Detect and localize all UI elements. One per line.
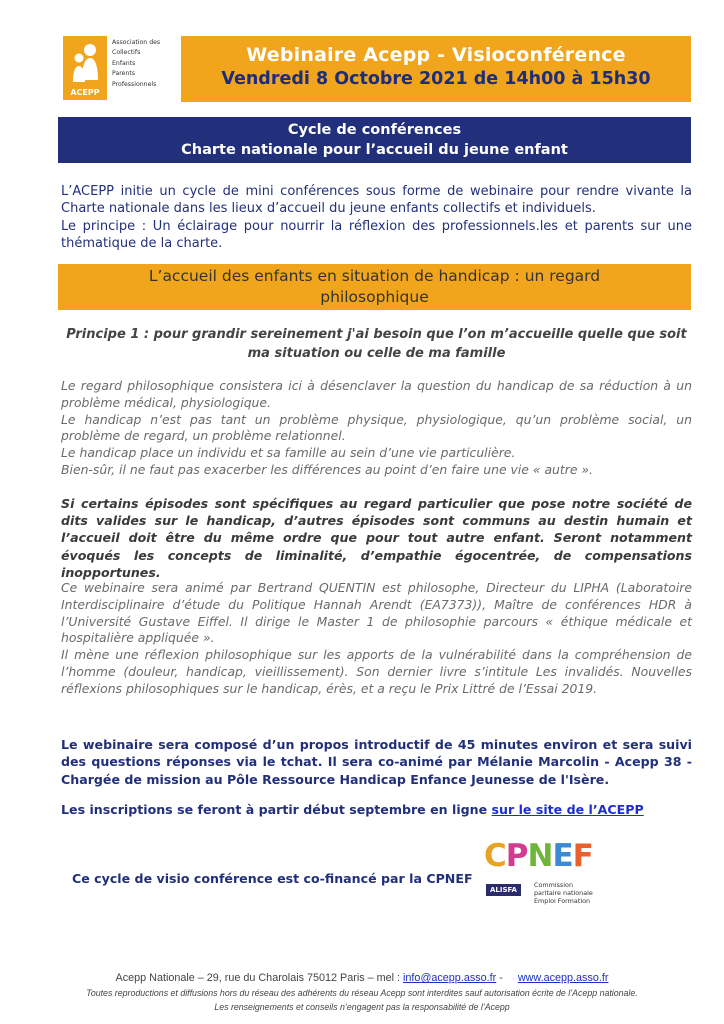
logo-line: Enfants (112, 59, 136, 67)
cpnef-letter: F (572, 838, 593, 874)
body-line: Le handicap n’est pas tant un problème physique, physiologique, qu’un problème social, un problème de regard, un problème relationnel. (61, 411, 692, 444)
cpnef-logo (484, 838, 614, 910)
cpnef-letter: E (552, 838, 573, 874)
body-line: Le regard philosophique consistera ici à désenclaver la question du handicap de sa réduction à un problème médical, physiologique. (61, 378, 692, 410)
cycle-band (58, 117, 691, 163)
intro-paragraph: L’ACEPP initie un cycle de mini conférences sous forme de webinaire pour rendre vivante la Charte nationale dans les lieux d’accueil du jeune enfants collectifs et individuels. (61, 184, 692, 217)
acepp-logo-mark (63, 36, 107, 100)
logo-line: Association des (112, 39, 161, 46)
intro-text (61, 183, 692, 253)
speaker-bio: Ce webinaire sera animé par Bertrand QUENTIN est philosophe, Directeur du LIPHA (Laboratoire Interdisciplinaire d’étude du Politique Hannah Arendt (EA7373)), Maître de conférences HDR à l’Université Gustave Eiffel. Il dirige le Master 1 de philosophie parcours « éthique médicale et hospitalière appliquée ». (61, 580, 692, 646)
logo-line: Collectifs (112, 49, 141, 57)
cpnef-letter: P (505, 838, 528, 874)
cycle-subtitle: Charte nationale pour l’accueil du jeune enfant (181, 142, 568, 158)
alisfa-badge: ALISFA (486, 884, 521, 896)
event-date: Vendredi 8 Octobre 2021 de 14h00 à 15h30 (221, 69, 651, 89)
footer-copyright: Toutes reproductions et diffusions hors du réseau des adhérents du réseau Acepp sont interdites sauf autorisation écrite de l’Acepp nationale. (86, 988, 638, 998)
family-silhouette-icon (63, 36, 107, 86)
cpnef-letter: N (527, 838, 553, 874)
philosophy-paragraph (61, 378, 692, 479)
body-line: Le handicap place un individu et sa famille au sein d’une vie particulière. (61, 445, 516, 461)
speaker-research: Il mène une réflexion philosophique sur les apports de la vulnérabilité dans la compréhension de l’homme (douleur, handicap, vieillissement). Son dernier livre s’intitule Les invalidés. Nouvelles réflexions philosophiques sur le handicap, érès, et a reçu le Prix Littré de l’Essai 2019. (61, 647, 692, 696)
acepp-site-link[interactable]: sur le site de l’ACEPP (491, 802, 644, 817)
acepp-logo (63, 36, 173, 100)
cycle-title: Cycle de conférences (287, 122, 462, 138)
cofinance-text: Ce cycle de visio conférence est co-financé par la CPNEF (72, 871, 473, 886)
cpnef-desc-line: paritaire nationale (534, 889, 593, 897)
intro-principle: Le principe : Un éclairage pour nourrir la réflexion des professionnels.les et parents sur une thématique de la charte. (61, 218, 692, 252)
footer-separator: - (496, 972, 518, 984)
logo-word: ACEPP (70, 88, 100, 97)
footer-website-link[interactable]: www.acepp.asso.fr (517, 972, 609, 984)
page-title: Webinaire Acepp - Visioconférence (246, 44, 626, 66)
logo-line: Professionnels (112, 80, 157, 88)
footer-address-text: Acepp Nationale – 29, rue du Charolais 75012 Paris – mel : (115, 972, 404, 984)
episodes-paragraph: Si certains épisodes sont spécifiques au regard particulier que pose notre société de dits valides sur le handicap, d’autres épisodes sont communs au destin humain et l’accueil doit être du même ordre que pour tout autre enfant. Seront notamment évoqués les concepts de liminalité, d’empathie égocentrée, de compensations inopportunes. (61, 496, 692, 580)
cpnef-wordmark (484, 838, 593, 874)
header-band (181, 36, 691, 102)
theme-band: L’accueil des enfants en situation de handicap : un regard philosophique (58, 264, 691, 310)
principle-heading: Principe 1 : pour grandir sereinement j'ai besoin que l’on m’accueille quelle que soit ma situation ou celle de ma famille (66, 327, 687, 361)
cpnef-desc-line: Commission (534, 881, 573, 889)
cpnef-desc-line: Emploi Formation (534, 897, 591, 905)
logo-line: Parents (112, 70, 136, 78)
speaker-paragraph (61, 580, 692, 698)
footer-email-link[interactable]: info@acepp.asso.fr (403, 972, 497, 984)
logo-text (112, 38, 160, 90)
footer-address (0, 972, 724, 984)
body-line: Bien-sûr, il ne faut pas exacerber les différences au point d’en faire une vie « autre ». (61, 461, 593, 477)
footer-disclaimer: Les renseignements et conseils n’engagent pas la responsabilité de l’Acepp (214, 1002, 510, 1012)
cpnef-letter: C (484, 838, 506, 874)
cpnef-description (534, 881, 593, 905)
registration-label: Les inscriptions se feront à partir début septembre en ligne (61, 802, 492, 817)
registration-text (61, 801, 692, 818)
webinar-format-text: Le webinaire sera composé d’un propos introductif de 45 minutes environ et sera suivi des questions réponses via le tchat. Il sera co-animé par Mélanie Marcolin - Acepp 38 - Chargée de mission au Pôle Ressource Handicap Enfance Jeunesse de l'Isère. (61, 737, 692, 787)
